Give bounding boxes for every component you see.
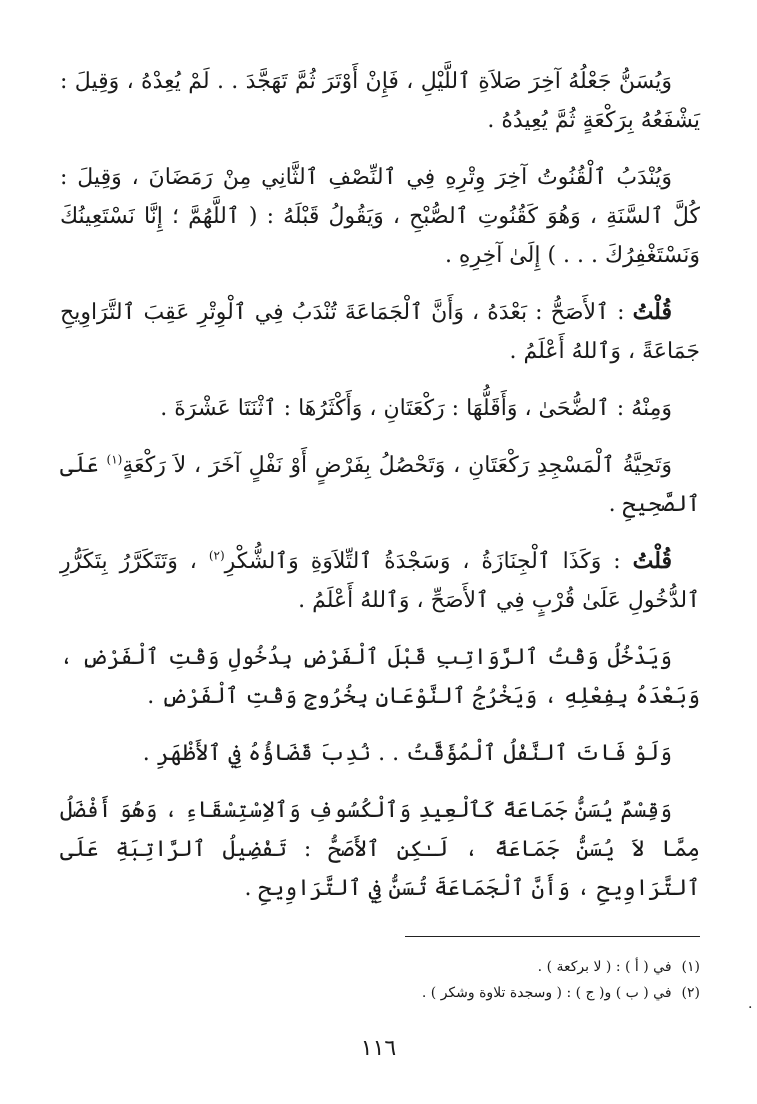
main-text: [60, 62, 700, 926]
paragraph-5: وَتَحِيَّةُ ٱلْمَسْجِدِ رَكْعَتَانِ ، وَتَحْصُلُ بِفَرْضٍ أَوْ نَفْلٍ آخَرَ ، لاَ رَكْعَةٍ$^{(١)}$ عَلَى ٱلصَّحِيحِ .: [60, 452, 700, 517]
qultu-marker: قُلْتُ: [632, 548, 672, 574]
paragraph-4: وَمِنْهُ : ٱلضُّحَىٰ ، وَأَقَلُّهَا : رَكْعَتَانِ ، وَأَكْثَرُهَا : ٱثْنَتَا عَشْرَةَ .: [160, 396, 672, 421]
footnote-divider: [405, 936, 700, 937]
paragraph-9: وَقِسْمٌ يُسَنُّ جَمَاعَةً كَٱلْعِيدِ وَٱلْكُسُوفِ وَٱلاِسْتِسْقَاءِ ، وَهُوَ أَفْضَلُ مِمَّا لاَ يُسَنُّ جَمَاعَةً ، لَـٰكِنِ ٱلأَصَحُّ : تَفْضِيلُ ٱلرَّاتِبَةِ عَلَى ٱلتَّرَاوِيحِ ، وَأَنَّ ٱلْجَمَاعَةَ تُسَنُّ فِي ٱلتَّرَاوِيحِ .: [60, 798, 700, 901]
paragraph-1: وَيُسَنُّ جَعْلُهُ آخِرَ صَلاَةِ ٱللَّيْلِ ، فَإِنْ أَوْتَرَ ثُمَّ تَهَجَّدَ . . لَمْ يُعِدْهُ ، وَقِيلَ : يَشْفَعُهُ بِرَكْعَةٍ ثُمَّ يُعِيدُهُ .: [60, 69, 700, 133]
footnote-1: (١)في ( أ ) : ( لا بركعة ) .: [537, 959, 700, 975]
footnote-ref-1: (١): [106, 452, 123, 467]
paragraph-3: قُلْتُ : ٱلأَصَحُّ : بَعْدَهُ ، وَأَنَّ ٱلْجَمَاعَةَ تُنْدَبُ فِي ٱلْوِتْرِ عَقِبَ ٱلتَّرَاوِيحِ جَمَاعَةً ، وَٱللهُ أَعْلَمُ .: [60, 299, 700, 364]
paragraph-6: قُلْتُ : وَكَذَا ٱلْجِنَازَةُ ، وَسَجْدَةُ ٱلتِّلاَوَةِ وَٱلشُّكْرِ$^{(٢)}$ ، وَتَتَكَرَّرُ بِتَكَرُّرِ ٱلدُّخُولِ عَلَىٰ قُرْبٍ فِي ٱلأَصَحِّ ، وَٱللهُ أَعْلَمُ .: [60, 548, 700, 613]
footnote-ref-2: (٢): [208, 548, 225, 563]
qultu-marker: قُلْتُ: [632, 299, 672, 325]
page-number: ١١٦: [360, 1036, 397, 1061]
margin-mark: .: [748, 996, 753, 1012]
paragraph-7: وَيَدْخُلُ وَقْتُ ٱلرَّوَاتِبِ قَبْلَ ٱلْفَرْضِ بِدُخُولِ وَقْتِ ٱلْفَرْضِ ، وَبَعْدَهُ بِفِعْلِهِ ، وَيَخْرُجُ ٱلنَّوْعَانِ بِخُرُوجِ وَقْتِ ٱلْفَرْضِ .: [60, 645, 700, 709]
paragraph-8: وَلَوْ فَاتَ ٱلنَّفْلُ ٱلْمُؤَقَّتُ . . نُدِبَ قَضَاؤُهُ فِي ٱلأَظْهَرِ .: [142, 741, 672, 766]
footnotes: [300, 954, 700, 1006]
paragraph-2: وَيُنْدَبُ ٱلْقُنُوتُ آخِرَ وِتْرِهِ فِي ٱلنِّصْفِ ٱلثَّانِي مِنْ رَمَضَانَ ، وَقِيلَ : كُلَّ ٱلسَّنَةِ ، وَهُوَ كَقُنُوتِ ٱلصُّبْحِ ، وَيَقُولُ قَبْلَهُ : ( ٱللَّهُمَّ ؛ إِنَّا نَسْتَعِينُكَ وَنَسْتَغْفِرُكَ . . . ) إِلَىٰ آخِرِهِ .: [60, 165, 700, 268]
footnote-2: (٢)في ( ب ) و( ج ) : ( وسجدة تلاوة وشكر ) .: [421, 985, 700, 1001]
